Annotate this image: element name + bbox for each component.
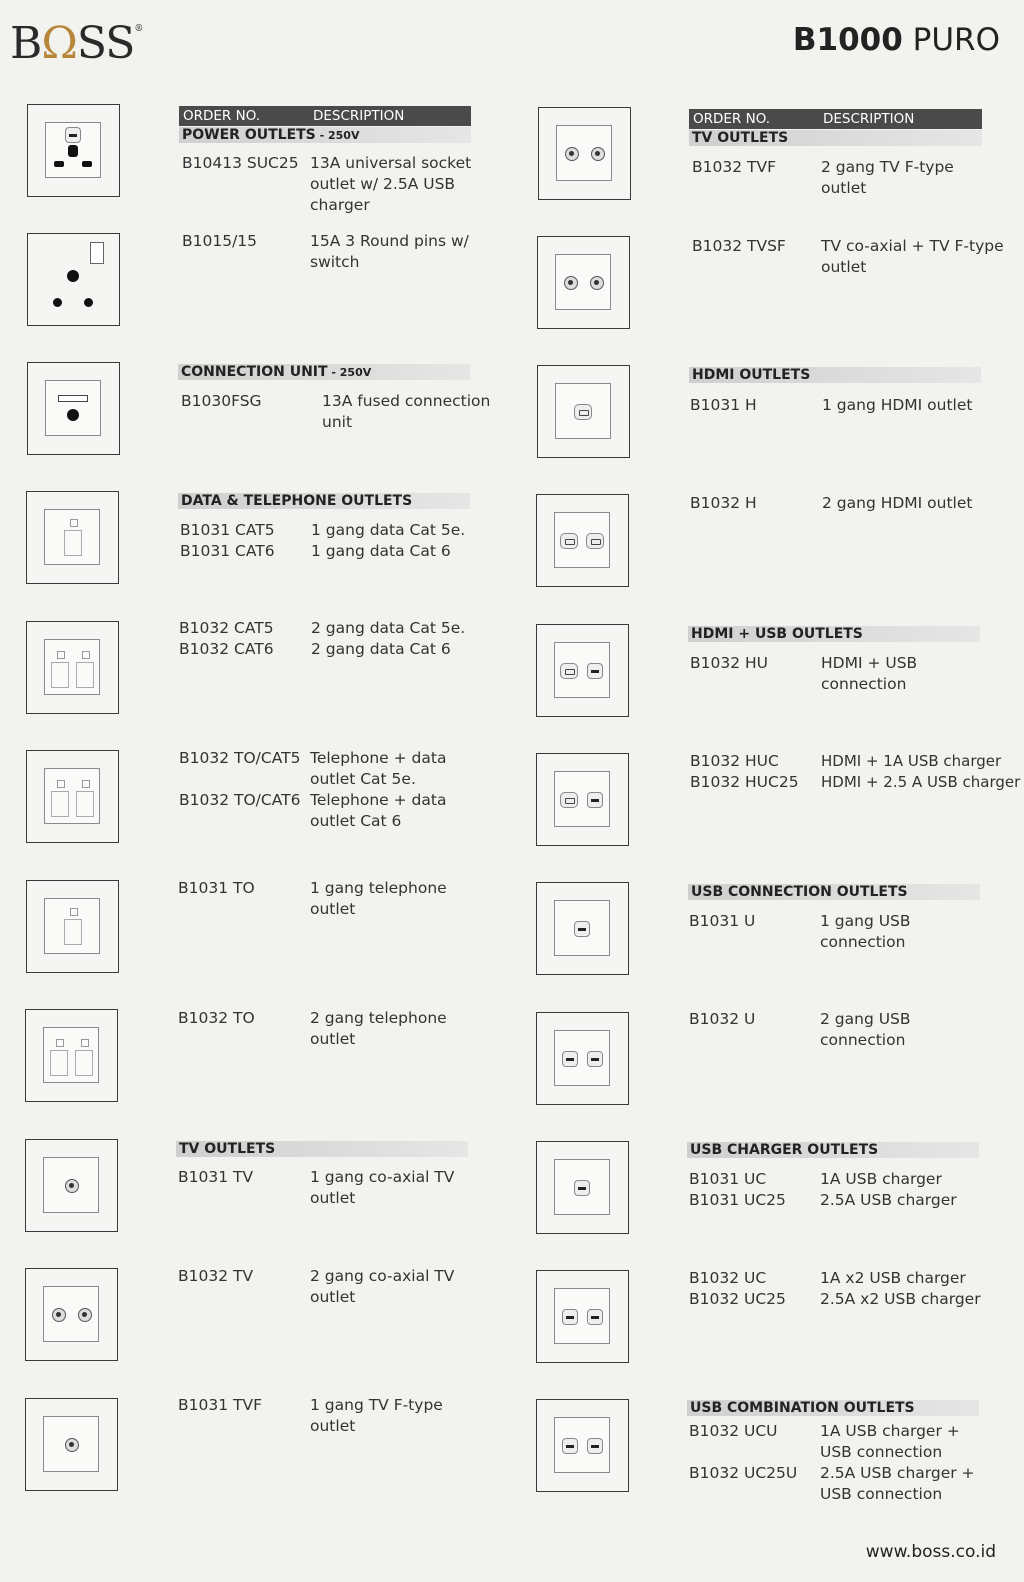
section-usb-combination: USB COMBINATION OUTLETS (687, 1400, 979, 1416)
item-description: HDMI + 1A USB charger HDMI + 2.5 A USB charger (821, 752, 1021, 791)
socket-pin-icon (67, 270, 79, 282)
socket-pin-icon (84, 298, 93, 307)
item-description: 1A USB charger 2.5A USB charger (820, 1170, 957, 1209)
order-code: B1031 TVF (178, 1396, 262, 1414)
coaxial-port-icon (52, 1308, 66, 1322)
fuse-slot-icon (58, 395, 88, 402)
plate-2-gang-usb-charger (536, 1270, 629, 1363)
order-code: B1031 UC B1031 UC25 (689, 1170, 786, 1209)
order-code: B1032 HU (690, 654, 769, 672)
item-description: 1 gang USB connection (820, 912, 911, 951)
section-data-telephone: DATA & TELEPHONE OUTLETS (178, 493, 470, 509)
website-url[interactable]: www.boss.co.id (865, 1542, 996, 1562)
left-table-header: ORDER NO. DESCRIPTION (179, 106, 471, 126)
plate-1-gang-usb (536, 882, 629, 975)
boss-logo: BΩSS® (10, 18, 143, 69)
order-code: B1032 HUC B1032 HUC25 (690, 752, 799, 791)
usb-port-icon (65, 127, 81, 143)
usb-charger-icon (587, 1309, 603, 1325)
plate-2-gang-data (26, 621, 119, 714)
plate-2-gang-hdmi (536, 494, 629, 587)
item-description: 1 gang HDMI outlet (822, 396, 973, 414)
plate-hdmi-usb-charger (536, 753, 629, 846)
hdmi-port-icon (560, 663, 578, 679)
order-code: B1032 U (689, 1010, 756, 1028)
item-description: 2 gang co-axial TV outlet (310, 1267, 455, 1306)
plate-universal-socket (27, 104, 120, 197)
coaxial-port-icon (564, 276, 578, 290)
section-tv-outlets-right: TV OUTLETS (689, 130, 982, 146)
hdmi-port-icon (586, 533, 604, 549)
hdmi-port-icon (560, 792, 578, 808)
order-code: B1015/15 (182, 232, 258, 250)
item-description: 1 gang telephone outlet (310, 879, 447, 918)
f-type-port-icon (591, 147, 605, 161)
telephone-port-icon (75, 1050, 93, 1076)
order-code: B1031 TV (178, 1168, 254, 1186)
order-code: B1032 UCU B1032 UC25U (689, 1422, 798, 1482)
order-code: B1032 TV (178, 1267, 254, 1285)
order-code: B1031 U (689, 912, 756, 930)
order-code: B1031 H (690, 396, 757, 414)
f-type-port-icon (565, 147, 579, 161)
f-type-port-icon (65, 1438, 79, 1452)
plate-1-gang-telephone (26, 880, 119, 973)
socket-pin-icon (53, 298, 62, 307)
coaxial-port-icon (78, 1308, 92, 1322)
hdmi-port-icon (560, 533, 578, 549)
socket-pin-icon (82, 161, 92, 167)
data-port-icon (76, 662, 94, 688)
usb-charger-icon (574, 1180, 590, 1196)
item-description: 2 gang HDMI outlet (822, 494, 973, 512)
item-description: 2 gang telephone outlet (310, 1009, 447, 1048)
item-description: 1A USB charger + USB connection 2.5A USB charger + USB connection (820, 1422, 975, 1503)
usb-port-icon (562, 1051, 578, 1067)
hdmi-port-icon (574, 404, 592, 420)
data-port-icon (51, 662, 69, 688)
plate-fused-connection (27, 362, 120, 455)
order-code: B1032 TVF (692, 158, 776, 176)
item-description: HDMI + USB connection (821, 654, 918, 693)
section-hdmi-usb-outlets: HDMI + USB OUTLETS (688, 626, 980, 642)
usb-port-icon (587, 1051, 603, 1067)
plate-usb-combination (536, 1399, 629, 1492)
section-usb-connection: USB CONNECTION OUTLETS (688, 884, 980, 900)
item-description: TV co-axial + TV F-type outlet (821, 237, 1004, 276)
plate-1-gang-usb-charger (536, 1141, 629, 1234)
plate-2-gang-usb (536, 1012, 629, 1105)
order-code: B1032 CAT5 B1032 CAT6 (179, 619, 274, 658)
coaxial-port-icon (65, 1179, 79, 1193)
plate-telephone-data (26, 750, 119, 843)
item-description: 2 gang data Cat 5e. 2 gang data Cat 6 (311, 619, 466, 658)
item-description: 15A 3 Round pins w/ switch (310, 232, 469, 271)
plate-2-gang-tv (25, 1268, 118, 1361)
item-description: 1 gang co-axial TV outlet (310, 1168, 455, 1207)
switch-icon (90, 242, 104, 264)
data-port-icon (64, 530, 82, 556)
plate-tv-coaxial-f-type (537, 236, 630, 329)
f-type-port-icon (590, 276, 604, 290)
order-code: B1031 TO (178, 879, 255, 897)
section-usb-charger: USB CHARGER OUTLETS (687, 1142, 979, 1158)
plate-2-gang-tv-f-type (538, 107, 631, 200)
item-description: 13A universal socket outlet w/ 2.5A USB charger (310, 154, 472, 214)
right-table-header: ORDER NO. DESCRIPTION (689, 109, 982, 129)
data-port-icon (76, 791, 94, 817)
item-description: 1 gang data Cat 5e. 1 gang data Cat 6 (311, 521, 466, 560)
order-code: B1032 TO (178, 1009, 255, 1027)
socket-pin-icon (54, 161, 64, 167)
order-code: B1032 H (690, 494, 757, 512)
order-code: B1032 TO/CAT5 B1032 TO/CAT6 (179, 749, 301, 809)
section-tv-outlets-left: TV OUTLETS (176, 1141, 468, 1157)
usb-port-icon (587, 663, 603, 679)
socket-pin-icon (68, 145, 78, 157)
item-description: 1 gang TV F-type outlet (310, 1396, 443, 1435)
indicator-icon (67, 409, 79, 421)
plate-1-gang-hdmi (537, 365, 630, 458)
usb-charger-icon (562, 1438, 578, 1454)
order-code: B1032 TVSF (692, 237, 786, 255)
usb-port-icon (574, 921, 590, 937)
telephone-port-icon (64, 919, 82, 945)
plate-1-gang-tv (25, 1139, 118, 1232)
usb-port-icon (587, 1438, 603, 1454)
plate-round-pin-socket (27, 233, 120, 326)
model-title: B1000 PURO (792, 22, 1000, 58)
order-code: B1030FSG (181, 392, 262, 410)
usb-charger-icon (562, 1309, 578, 1325)
plate-2-gang-telephone (25, 1009, 118, 1102)
order-code: B1031 CAT5 B1031 CAT6 (180, 521, 275, 560)
order-code: B10413 SUC25 (182, 154, 299, 172)
section-hdmi-outlets: HDMI OUTLETS (689, 367, 981, 383)
item-description: 1A x2 USB charger 2.5A x2 USB charger (820, 1269, 981, 1308)
item-description: 13A fused connection unit (322, 392, 491, 431)
usb-charger-icon (587, 792, 603, 808)
telephone-port-icon (51, 791, 69, 817)
section-connection-unit: CONNECTION UNIT - 250V (178, 364, 470, 380)
telephone-port-icon (50, 1050, 68, 1076)
item-description: 2 gang TV F-type outlet (821, 158, 954, 197)
plate-1-gang-tv-f-type (25, 1398, 118, 1491)
item-description: 2 gang USB connection (820, 1010, 911, 1049)
plate-hdmi-usb (536, 624, 629, 717)
plate-1-gang-data (26, 491, 119, 584)
item-description: Telephone + data outlet Cat 5e. Telephone + data outlet Cat 6 (310, 749, 447, 830)
section-power-outlets: POWER OUTLETS - 250V (179, 127, 471, 143)
order-code: B1032 UC B1032 UC25 (689, 1269, 786, 1308)
